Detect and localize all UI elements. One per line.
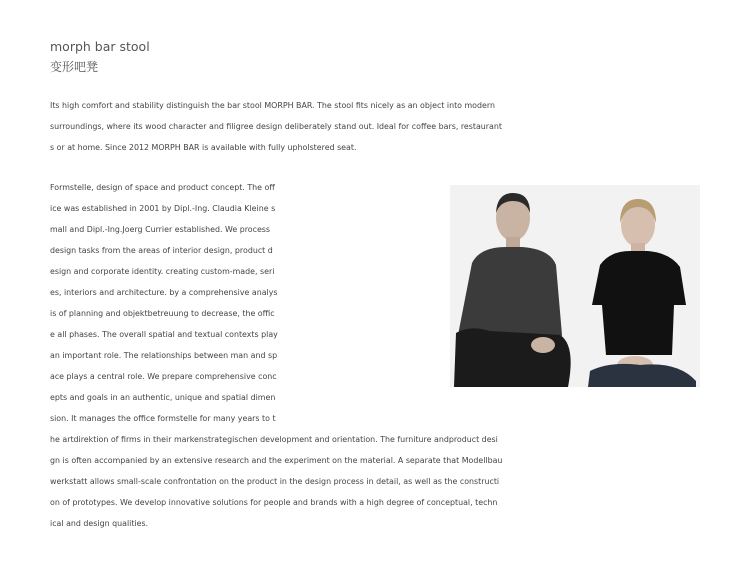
product-title: morph bar stool <box>50 39 150 54</box>
body-line: on of prototypes. We develop innovative solutions for people and brands with a high degree of conceptual, techn <box>50 498 498 507</box>
body-line: ical and design qualities. <box>50 519 149 528</box>
intro-line: surroundings, where its wood character and filigree design deliberately stand out. Ideal for coffee bars, restaurant <box>50 122 502 131</box>
intro-line: Its high comfort and stability distinguish the bar stool MORPH BAR. The stool fits nicely as an object into modern <box>50 101 495 110</box>
body-line: werkstatt allows small-scale confrontation on the product in the design process in detail, as well as the constructi <box>50 477 500 486</box>
body-line: gn is often accompanied by an extensive research and the experiment on the material. A separate that Modellbau <box>50 456 503 465</box>
body-line: e all phases. The overall spatial and textual contexts play <box>50 330 278 339</box>
body-line: esign and corporate identity. creating custom-made, seri <box>50 267 275 276</box>
body-line: is of planning and objektbetreuung to decrease, the offic <box>50 309 275 318</box>
product-title-chinese: 变形吧凳 <box>50 60 99 74</box>
body-line: ace plays a central role. We prepare comprehensive conc <box>50 372 277 381</box>
body-line: Formstelle, design of space and product concept. The off <box>50 183 275 192</box>
body-line: design tasks from the areas of interior design, product d <box>50 246 273 255</box>
intro-line: s or at home. Since 2012 MORPH BAR is available with fully upholstered seat. <box>50 143 357 152</box>
body-line: an important role. The relationships between man and sp <box>50 351 278 360</box>
body-line: es, interiors and architecture. by a comprehensive analys <box>50 288 278 297</box>
body-line: mall and Dipl.-Ing.Joerg Currier established. We process <box>50 225 271 234</box>
body-line: epts and goals in an authentic, unique and spatial dimen <box>50 393 276 402</box>
body-line: he artdirektion of firms in their markenstrategischen development and orientation. The furniture andproduct desi <box>50 435 498 444</box>
intro-paragraph <box>50 95 710 158</box>
body-paragraph <box>50 177 710 534</box>
body-line: ice was established in 2001 by Dipl.-Ing. Claudia Kleine s <box>50 204 276 213</box>
body-line: sion. It manages the office formstelle for many years to t <box>50 414 276 423</box>
